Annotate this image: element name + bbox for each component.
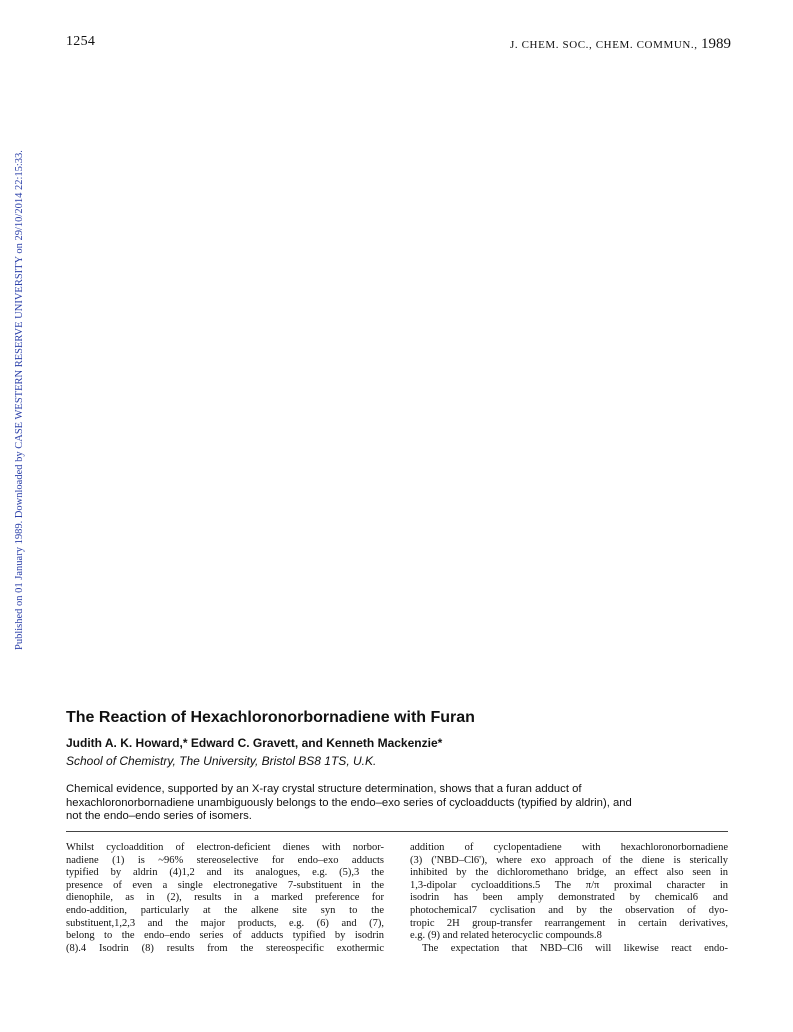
section-divider — [66, 831, 728, 832]
page-number: 1254 — [66, 34, 96, 49]
body-line: addition of cyclopentadiene with hexachloronorbornadiene — [410, 842, 728, 853]
download-watermark: Published on 01 January 1989. Downloaded by CASE WESTERN RESERVE UNIVERSITY on 29/10/2014 22:15:33. — [14, 150, 25, 650]
body-line: belong to the endo–endo series of adducts typified by isodrin — [66, 930, 384, 942]
body-line: 1,3-dipolar cycloadditions.5 The π/π proximal character in — [410, 879, 728, 891]
abstract-line: not the endo–endo series of isomers. — [66, 810, 252, 823]
body-column-right — [410, 842, 728, 955]
journal-header — [510, 36, 731, 53]
author-list: Judith A. K. Howard,* Edward C. Gravett, and Kenneth Mackenzie* — [66, 736, 443, 750]
journal-name: J. CHEM. SOC., CHEM. COMMUN., — [510, 39, 698, 51]
body-line: endo-addition, particularly at the alkene site syn to the — [66, 904, 384, 916]
body-line: isodrin has been amply demonstrated by chemical6 and — [410, 892, 728, 904]
article-title: The Reaction of Hexachloronorbornadiene with Furan — [66, 709, 475, 726]
body-line: nadiene (1) is ~96% stereoselective for endo–exo adducts — [66, 854, 384, 866]
body-line: e.g. (9) and related heterocyclic compounds.8 — [410, 930, 602, 942]
body-line: substituent,1,2,3 and the major products, e.g. (6) and (7), — [66, 917, 384, 929]
journal-year: 1989 — [701, 36, 731, 52]
body-line: typified by aldrin (4)1,2 and its analogues, e.g. (5),3 the — [66, 867, 384, 879]
body-line: dienophile, as in (2), results in a marked preference for — [66, 892, 384, 904]
body-line: tropic 2H group-transfer rearrangement in certain derivatives, — [410, 917, 728, 929]
body-line: (8).4 Isodrin (8) results from the stereospecific exothermic — [66, 942, 384, 954]
body-line: Whilst cycloaddition of electron-deficient dienes with norbor- — [66, 842, 384, 853]
body-line: inhibited by the dichloromethano bridge, an effect also seen in — [410, 867, 728, 879]
abstract — [66, 783, 726, 824]
abstract-line: hexachloronorbornadiene unambiguously belongs to the endo–exo series of cycloadducts (typified by aldrin), and — [66, 796, 632, 809]
body-line: photochemical7 cyclisation and by the observation of dyo- — [410, 904, 728, 916]
body-line: The expectation that NBD–Cl6 will likewise react endo- — [422, 942, 728, 954]
body-line: presence of even a single electronegative 7-substituent in the — [66, 879, 384, 891]
affiliation: School of Chemistry, The University, Bristol BS8 1TS, U.K. — [66, 754, 377, 768]
abstract-line: Chemical evidence, supported by an X-ray crystal structure determination, shows that a furan adduct of — [66, 783, 582, 795]
body-line: (3) ('NBD–Cl6'), where exo approach of the diene is sterically — [410, 854, 728, 866]
body-column-left — [66, 842, 384, 955]
